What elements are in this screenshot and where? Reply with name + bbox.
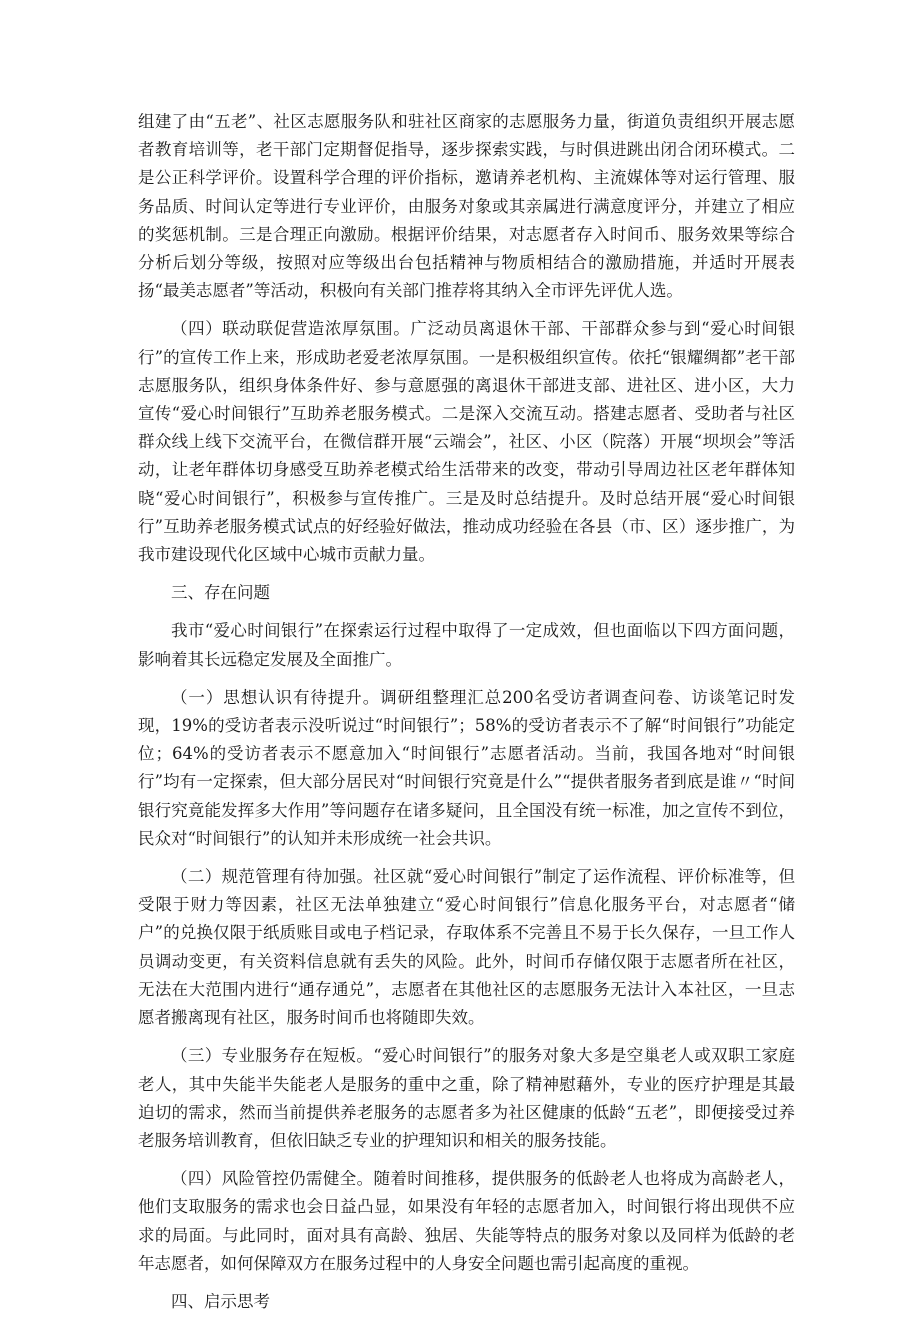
paragraph-professional-service: （三）专业服务存在短板。“爱心时间银行”的服务对象大多是空巢老人或双职工家庭老人，其中失能半失能老人是服务的重中之重，除了精神慰藉外，专业的医疗护理是其最迫切的需求，然而当前提供养老服务的志愿者多为社区健康的低龄“五老”，即便接受过养老服务培训教育，但依旧缺乏专业的护理知识和相关的服务技能。 [138, 1046, 795, 1150]
paragraph-problems-intro: 我市“爱心时间银行”在探索运行过程中取得了一定成效，但也面临以下四方面问题，影响着其长远稳定发展及全面推广。 [138, 621, 795, 669]
section-heading-reflection: 四、启示思考 [171, 1291, 270, 1311]
document-page [138, 108, 795, 1326]
paragraph-awareness: （一）思想认识有待提升。调研组整理汇总200名受访者调查问卷、访谈笔记时发现，19%的受访者表示没听说过“时间银行”；58%的受访者表示不了解“时间银行”功能定位；64%的受访者表示不愿意加入“时间银行”志愿者活动。当前，我国各地对“时间银行”均有一定探索，但大部分居民对“时间银行究竟是什么”“提供者服务者到底是谁〃“时间银行究竟能发挥多大作用”等问题存在诸多疑问，且全国没有统一标准，加之宣传不到位，民众对“时间银行”的认知并未形成统一社会共识。 [138, 687, 795, 848]
paragraph-continuation: 组建了由“五老”、社区志愿服务队和驻社区商家的志愿服务力量，街道负责组织开展志愿者教育培训等，老干部门定期督促指导，逐步探索实践，与时俱进跳出闭合闭环模式。二是公正科学评价。设置科学合理的评价指标，邀请养老机构、主流媒体等对运行管理、服务品质、时间认定等进行专业评价，由服务对象或其亲属进行满意度评分，并建立了相应的奖惩机制。三是合理正向激励。根据评价结果，对志愿者存入时间币、服务效果等综合分析后划分等级，按照对应等级出台包括精神与物质相结合的激励措施，并适时开展表扬“最美志愿者”等活动，积极向有关部门推荐将其纳入全市评先评优人选。 [138, 112, 795, 301]
section-heading-problems: 三、存在问题 [171, 583, 270, 603]
paragraph-management: （二）规范管理有待加强。社区就“爱心时间银行”制定了运作流程、评价标准等，但受限于财力等因素，社区无法单独建立“爱心时间银行”信息化服务平台，对志愿者“储户”的兑换仅限于纸质账目或电子档记录，存取体系不完善且不易于长久保存，一旦工作人员调动变更，有关资料信息就有丢失的风险。此外，时间币存储仅限于志愿者所在社区，无法在大范围内进行“通存通兑”，志愿者在其他社区的志愿服务无法计入本社区，一旦志愿者搬离现有社区，服务时间币也将随即失效。 [138, 867, 795, 1028]
paragraph-linkage-atmosphere: （四）联动联促营造浓厚氛围。广泛动员离退休干部、干部群众参与到“爱心时间银行”的宣传工作上来，形成助老爱老浓厚氛围。一是积极组织宣传。依托“银耀绸都”老干部志愿服务队，组织身体条件好、参与意愿强的离退休干部进支部、进社区、进小区，大力宣传“爱心时间银行”互助养老服务模式。二是深入交流互动。搭建志愿者、受助者与社区群众线上线下交流平台，在微信群开展“云端会”，社区、小区（院落）开展“坝坝会”等活动，让老年群体切身感受互助养老模式给生活带来的改变，带动引导周边社区老年群体知晓“爱心时间银行”，积极参与宣传推广。三是及时总结提升。及时总结开展“爱心时间银行”互助养老服务模式试点的好经验好做法，推动成功经验在各县（市、区）逐步推广，为我市建设现代化区域中心城市贡献力量。 [138, 319, 795, 565]
paragraph-risk-control: （四）风险管控仍需健全。随着时间推移，提供服务的低龄老人也将成为高龄老人，他们支取服务的需求也会日益凸显，如果没有年轻的志愿者加入，时间银行将出现供不应求的局面。与此同时，面对具有高龄、独居、失能等特点的服务对象以及同样为低龄的老年志愿者，如何保障双方在服务过程中的人身安全问题也需引起高度的重视。 [138, 1169, 795, 1273]
